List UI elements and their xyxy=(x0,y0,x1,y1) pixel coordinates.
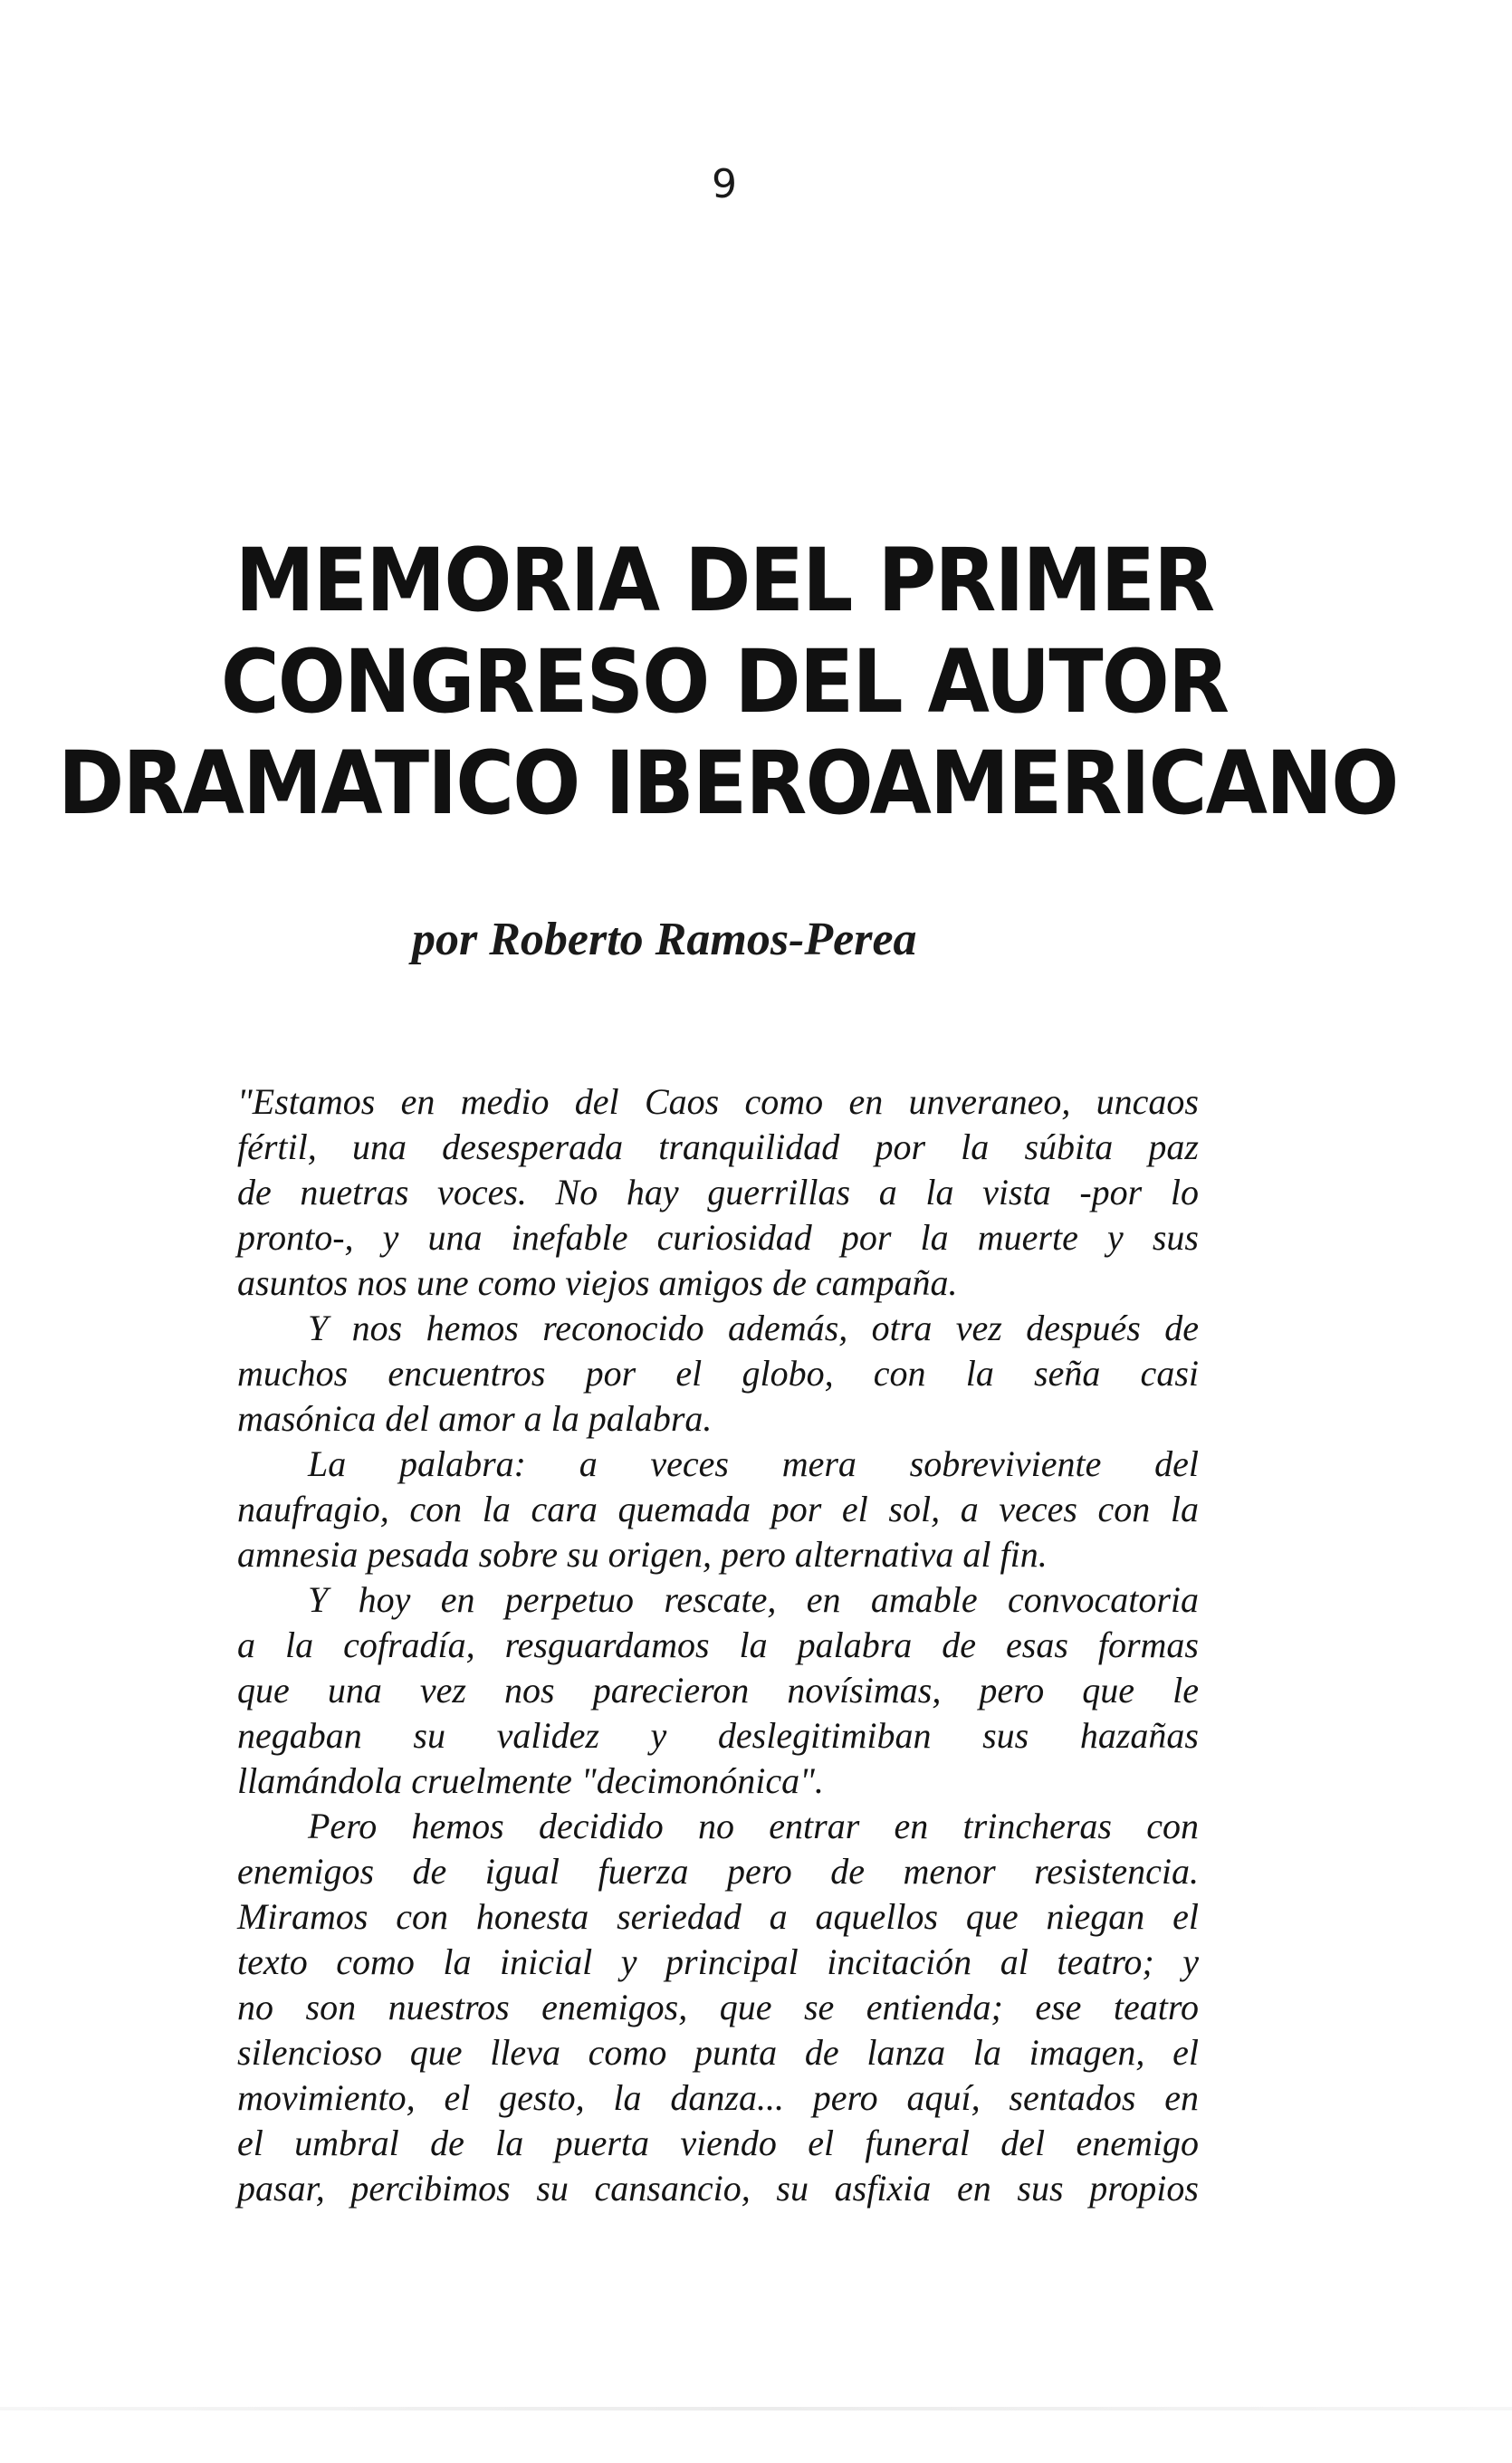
paragraph-4 xyxy=(237,1577,1199,1804)
text-line: La palabra: a veces mera sobreviviente del xyxy=(308,1443,1199,1484)
text-line: que una vez nos parecieron novísimas, pero que le xyxy=(237,1670,1199,1711)
paragraph-5 xyxy=(237,1804,1199,2211)
article-body xyxy=(237,1079,1199,2211)
text-line: Y hoy en perpetuo rescate, en amable convocatoria xyxy=(308,1579,1199,1620)
title-line-3: DRAMATICO IBEROAMERICANO xyxy=(58,733,1398,834)
text-line: llamándola cruelmente "decimonónica". xyxy=(237,1760,824,1801)
text-line: no son nuestros enemigos, que se entienda; ese teatro xyxy=(237,1987,1199,2027)
paragraph-1 xyxy=(237,1079,1199,1306)
article-title xyxy=(58,530,1398,834)
text-line: naufragio, con la cara quemada por el sol, a veces con la xyxy=(237,1489,1199,1529)
text-line: movimiento, el gesto, la danza... pero aquí, sentados en xyxy=(237,2077,1199,2118)
text-line: "Estamos en medio del Caos como en unveraneo, uncaos xyxy=(237,1081,1199,1122)
text-line: texto como la inicial y principal incitación al teatro; y xyxy=(237,1941,1199,1982)
text-line: asuntos nos une como viejos amigos de campaña. xyxy=(237,1262,958,1303)
text-line: masónica del amor a la palabra. xyxy=(237,1398,713,1439)
paragraph-3 xyxy=(237,1442,1199,1577)
text-line: Y nos hemos reconocido además, otra vez después de xyxy=(308,1308,1199,1348)
paragraph-2 xyxy=(237,1306,1199,1442)
text-line: Miramos con honesta seriedad a aquellos que niegan el xyxy=(237,1896,1199,1937)
text-line: amnesia pesada sobre su origen, pero alternativa al fin. xyxy=(237,1534,1048,1575)
text-line: el umbral de la puerta viendo el funeral del enemigo xyxy=(237,2123,1199,2163)
text-line: pronto-, y una inefable curiosidad por la muerte y sus xyxy=(237,1217,1199,1258)
page-number: 9 xyxy=(712,161,737,207)
text-line: pasar, percibimos su cansancio, su asfixia en sus propios xyxy=(237,2168,1199,2209)
author-byline: por Roberto Ramos-Perea xyxy=(412,914,917,965)
text-line: muchos encuentros por el globo, con la seña casi xyxy=(237,1353,1199,1394)
text-line: de nuetras voces. No hay guerrillas a la vista -por lo xyxy=(237,1172,1199,1212)
text-line: Pero hemos decidido no entrar en trincheras con xyxy=(308,1806,1199,1846)
text-line: silencioso que lleva como punta de lanza la imagen, el xyxy=(237,2032,1199,2073)
text-line: fértil, una desesperada tranquilidad por la súbita paz xyxy=(237,1126,1199,1167)
title-line-2: CONGRESO DEL AUTOR xyxy=(220,631,1229,733)
text-line: enemigos de igual fuerza pero de menor resistencia. xyxy=(237,1851,1199,1892)
text-line: a la cofradía, resguardamos la palabra de esas formas xyxy=(237,1624,1199,1665)
title-line-1: MEMORIA DEL PRIMER xyxy=(234,530,1214,631)
page-bottom-edge xyxy=(0,2407,1512,2410)
text-line: negaban su validez y deslegitimiban sus hazañas xyxy=(237,1715,1199,1756)
